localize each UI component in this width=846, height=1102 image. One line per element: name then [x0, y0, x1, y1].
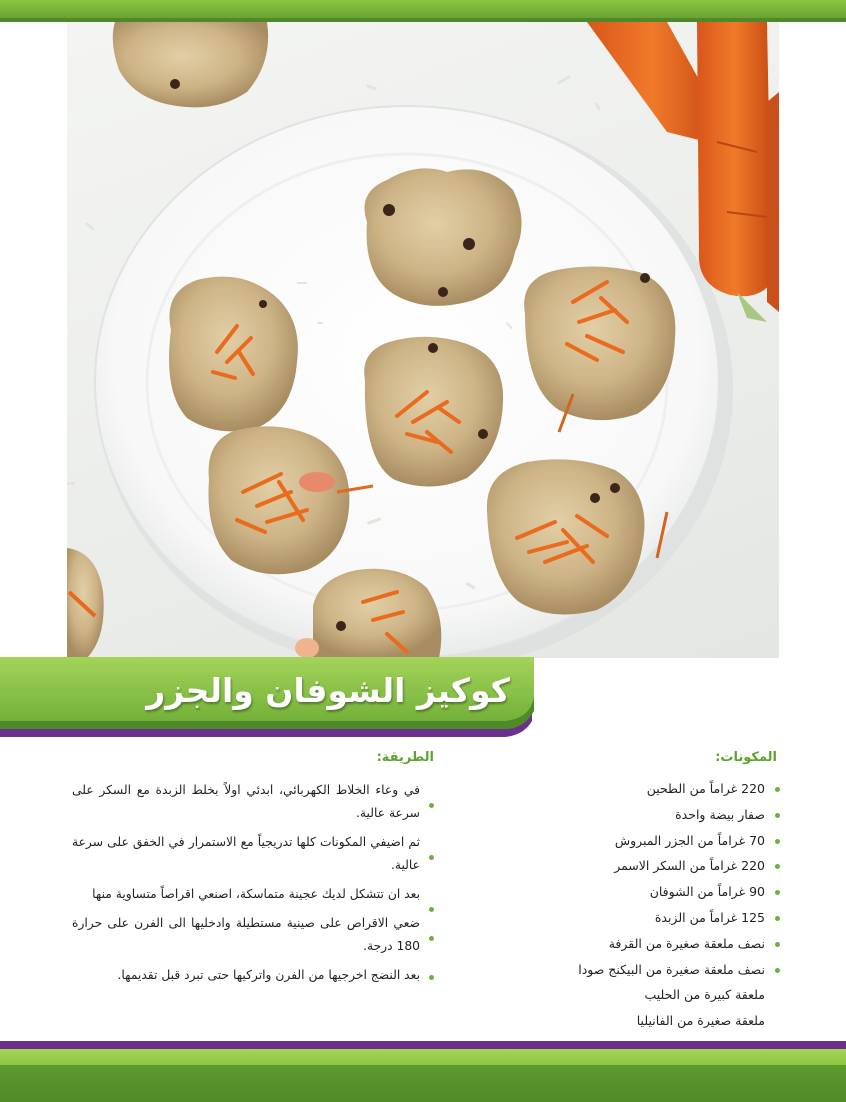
- ingredient-item: [480, 832, 780, 858]
- bullet-icon: [429, 855, 434, 860]
- bottom-light-green-bar: [0, 1049, 846, 1065]
- ingredients-list: [480, 780, 780, 1038]
- ingredient-item: [480, 986, 780, 1012]
- bullet-icon: [429, 803, 434, 808]
- step-text: ضعي الاقراص على صينية مستطيلة وادخليها الى الفرن على حرارة 180 درجة.: [72, 916, 420, 953]
- step-text: في وعاء الخلاط الكهربائي، ابدئي اولاً بخلط الزبدة مع السكر على سرعة عالية.: [72, 783, 420, 820]
- ingredient-text: 220 غراماً من الطحين: [646, 781, 765, 796]
- ingredient-text: نصف ملعقة صغيرة من البيكنج صودا: [578, 961, 765, 977]
- ingredient-text: 90 غراماً من الشوفان: [649, 884, 765, 900]
- bullet-icon: [775, 813, 780, 818]
- top-green-bar: [0, 0, 846, 18]
- ingredient-item: [480, 857, 780, 883]
- ingredient-item: [480, 909, 780, 935]
- bullet-icon: [775, 942, 780, 947]
- ingredient-text: صفار بيضة واحدة: [675, 806, 765, 822]
- ingredient-item: [480, 935, 780, 961]
- bullet-icon: [775, 916, 780, 921]
- step-text: بعد النضج اخرجيها من الفرن واتركيها حتى تبرد قبل تقديمها.: [117, 968, 420, 982]
- ingredient-text: 70 غراماً من الجزر المبروش: [614, 832, 765, 848]
- method-heading: الطريقة:: [376, 750, 434, 765]
- ingredient-item: [480, 1012, 780, 1038]
- bottom-green-bar: [0, 1065, 846, 1102]
- bullet-icon: [775, 968, 780, 973]
- method-step: [72, 831, 434, 877]
- bullet-icon: [775, 839, 780, 844]
- method-step: [72, 964, 434, 987]
- bullet-icon: [429, 936, 434, 941]
- ingredient-item: [480, 806, 780, 832]
- method-step: [72, 912, 434, 958]
- ingredient-item: [480, 780, 780, 806]
- ingredient-item: [480, 961, 780, 987]
- method-steps: [72, 779, 434, 993]
- cookies-plate-photo: [67, 22, 779, 658]
- recipe-title: كوكيز الشوفان والجزر: [146, 671, 510, 710]
- ingredient-text: نصف ملعقة صغيرة من القرفة: [608, 935, 765, 951]
- ingredient-text: 220 غراماً من السكر الاسمر: [614, 858, 765, 874]
- bottom-purple-stripe: [0, 1041, 846, 1049]
- ingredient-item: [480, 883, 780, 909]
- ingredients-heading: المكونات:: [715, 750, 777, 765]
- method-step: [72, 883, 434, 906]
- step-text: ثم اضيفي المكونات كلها تدريجياً مع الاستمرار في الخفق على سرعة عالية.: [72, 835, 420, 872]
- ingredient-text: ملعقة صغيرة من الفانيليا: [636, 1013, 765, 1029]
- ingredient-text: 125 غراماً من الزبدة: [654, 909, 765, 925]
- bullet-icon: [429, 975, 434, 980]
- bullet-icon: [775, 890, 780, 895]
- method-step: [72, 779, 434, 825]
- photo-illustration: [67, 22, 779, 658]
- bullet-icon: [775, 787, 780, 792]
- bullet-icon: [775, 864, 780, 869]
- ingredient-text: ملعقة كبيرة من الحليب: [644, 987, 765, 1003]
- step-text: بعد ان تتشكل لديك عجينة متماسكة، اصنعي اقراصاً متساوية منها: [92, 887, 420, 901]
